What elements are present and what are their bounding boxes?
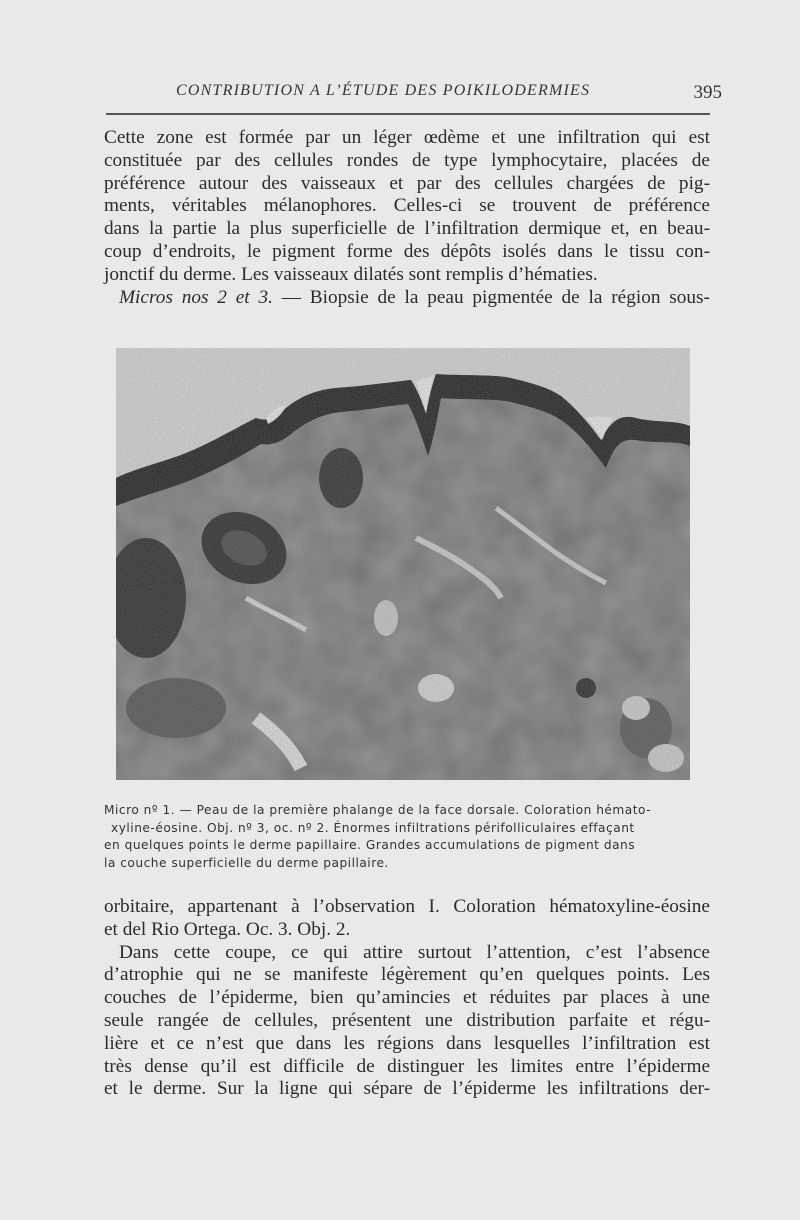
text-line: très dense qu’il est difficile de distinguer les limites entre l’épiderme [104,1055,710,1077]
text-line: orbitaire, appartenant à l’observation I. Coloration hématoxyline-éosine [104,896,710,917]
text-line: Dans cette coupe, ce qui attire surtout l’attention, c’est l’absence [119,941,710,963]
micros-label: Micros nos 2 et 3. [119,286,273,308]
text-line: préférence autour des vaisseaux et par des cellules chargées de pig- [104,172,710,194]
text-line: Cette zone est formée par un léger œdème et une infiltration qui est [104,127,710,148]
running-title: CONTRIBUTION A L’ÉTUDE DES POIKILODERMIES [176,82,591,99]
page-number: 395 [693,82,722,103]
figure-caption [104,802,710,872]
micrograph-figure [116,348,690,780]
running-header [100,80,722,106]
text-line: et le derme. Sur la ligne qui sépare de l’épiderme les infiltrations der- [104,1078,710,1100]
text-line: couches de l’épiderme, bien qu’amincies et réduites par places à une [104,987,710,1009]
caption-line: en quelques points le derme papillaire. Grandes accumulations de pigment dans [104,838,636,852]
text-line: coup d’endroits, le pigment forme des dépôts isolés dans le tissu con- [104,240,710,262]
caption-line: xyline-éosine. Obj. nº 3, oc. nº 2. Énormes infiltrations périfolliculaires effaçant [111,820,635,835]
text-line: constituée par des cellules rondes de type lymphocytaire, placées de [104,149,710,171]
top-paragraph [104,127,710,309]
bottom-paragraph [104,896,710,1101]
text-line: seule rangée de cellules, présentent une distribution parfaite et régu- [104,1009,710,1031]
text-line: dans la partie la plus superficielle de l’infiltration dermique et, en beau- [104,218,710,240]
text-line: ments, véritables mélanophores. Celles-ci se trouvent de préférence [104,195,710,217]
micrograph-image [116,348,690,780]
caption-line: la couche superficielle du derme papillaire. [104,855,389,870]
text-line: jonctif du derme. Les vaisseaux dilatés sont remplis d’hématies. [104,263,598,285]
micros-line [104,287,710,310]
text-line: d’atrophie qui ne se manifeste légèrement qu’en quelques points. Les [104,964,710,986]
micros-text: — Biopsie de la peau pigmentée de la région sous- [272,286,710,308]
header-rule [106,113,710,115]
caption-line: Micro nº 1. — Peau de la première phalange de la face dorsale. Coloration hémato- [104,803,652,817]
text-line: lière et ce n’est que dans les régions dans lesquelles l’infiltration est [104,1032,710,1054]
text-line: et del Rio Ortega. Oc. 3. Obj. 2. [104,918,351,940]
